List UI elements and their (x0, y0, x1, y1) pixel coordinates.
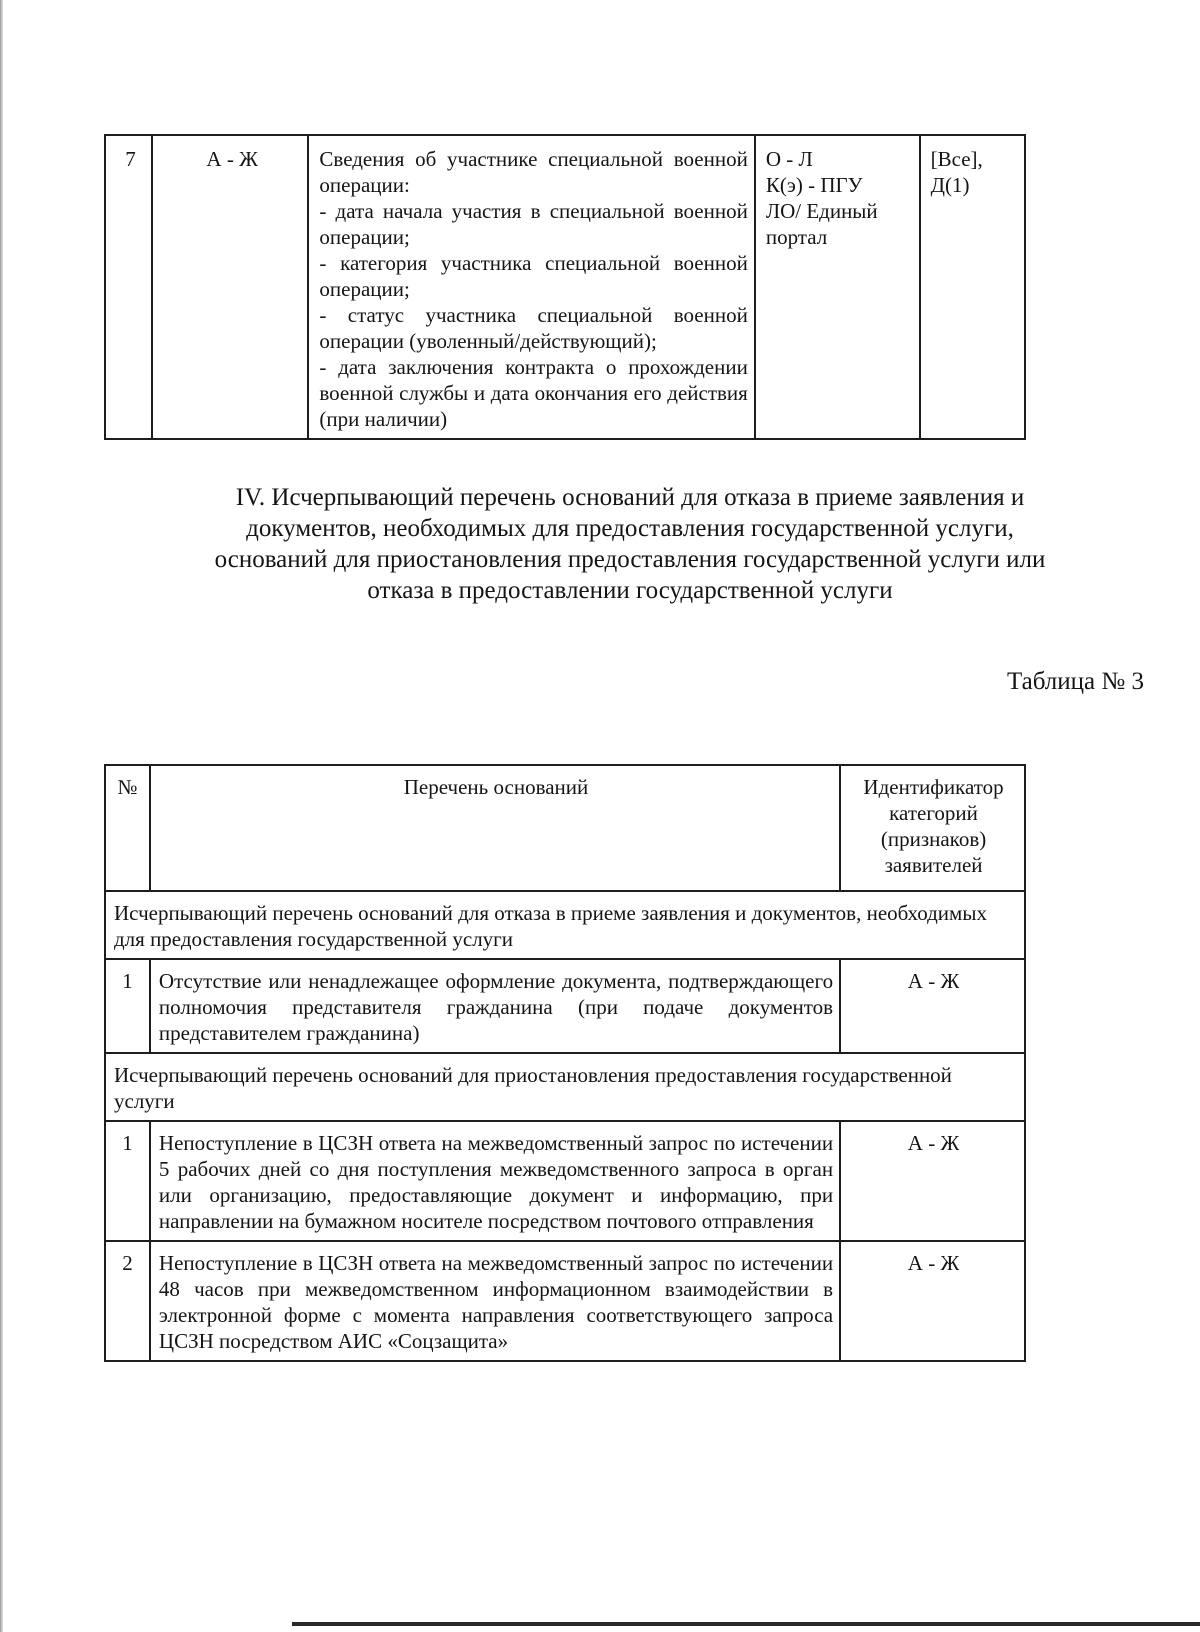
info-line: - дата начала участия в специальной военной операции; (319, 199, 748, 249)
ground-text: Отсутствие или ненадлежащее оформление документа, подтверждающего полномочия представителя гражданина (при подаче документов представителем гражданина) (150, 959, 840, 1053)
row-number: 2 (105, 1241, 150, 1361)
category-id: А - Ж (840, 1241, 1025, 1361)
info-line: - дата заключения контракта о прохождении военной службы и дата окончания его действия (при наличии) (319, 355, 748, 431)
ground-text: Непоступление в ЦСЗН ответа на межведомственный запрос по истечении 48 часов при межведомственном информационном взаимодействии в электронной форме с момента направления соответствующего запроса ЦСЗН посредством АИС «Соцзащита» (150, 1241, 840, 1361)
group-row (105, 891, 1025, 959)
row-number: 1 (105, 1121, 150, 1241)
header-row (105, 765, 1025, 891)
header-category-id: Идентификатор категорий (признаков) заявителей (840, 765, 1025, 891)
category-id: А - Ж (840, 1121, 1025, 1241)
svo-participant-info (308, 135, 754, 439)
row-number: 1 (105, 959, 150, 1053)
table-row (105, 135, 1025, 439)
info-line: Сведения об участнике специальной военной операции: (319, 147, 748, 197)
row-number: 7 (105, 135, 152, 439)
bottom-rule (292, 1622, 1200, 1626)
table-row (105, 1121, 1025, 1241)
table-row (105, 959, 1025, 1053)
continuation-table (104, 134, 1026, 440)
section-heading: IV. Исчерпывающий перечень оснований для отказа в приеме заявления и документов, необходимых для предоставления государственной услуги, оснований для приостановления предоставления государственной услуги или отказа в предоставлении государственной услуги (214, 484, 1046, 604)
table-row (105, 1241, 1025, 1361)
category-id: А - Ж (840, 959, 1025, 1053)
info-line: - статус участника специальной военной операции (уволенный/действующий); (319, 303, 748, 353)
category-id-range: А - Ж (152, 135, 308, 439)
table-caption: Таблица № 3 (1006, 668, 1144, 695)
group-title-refusal: Исчерпывающий перечень оснований для отказа в приеме заявления и документов, необходимых для предоставления государственной услуги (105, 891, 1025, 959)
group-row (105, 1053, 1025, 1121)
info-line: - категория участника специальной военной операции; (319, 251, 748, 301)
ground-text: Непоступление в ЦСЗН ответа на межведомственный запрос по истечении 5 рабочих дней со дня поступления межведомственного запроса в орган или организацию, предоставляющие документ и информацию, при направлении на бумажном носителе посредством почтового отправления (150, 1121, 840, 1241)
scan-left-edge (0, 0, 3, 1632)
header-grounds: Перечень оснований (150, 765, 840, 891)
header-number: № (105, 765, 150, 891)
group-title-suspension: Исчерпывающий перечень оснований для приостановления предоставления государственной услуги (105, 1053, 1025, 1121)
info-source: О - Л К(э) - ПГУ ЛО/ Единый портал (755, 135, 920, 439)
grounds-table (104, 764, 1026, 1362)
applicability: [Все], Д(1) (920, 135, 1025, 439)
